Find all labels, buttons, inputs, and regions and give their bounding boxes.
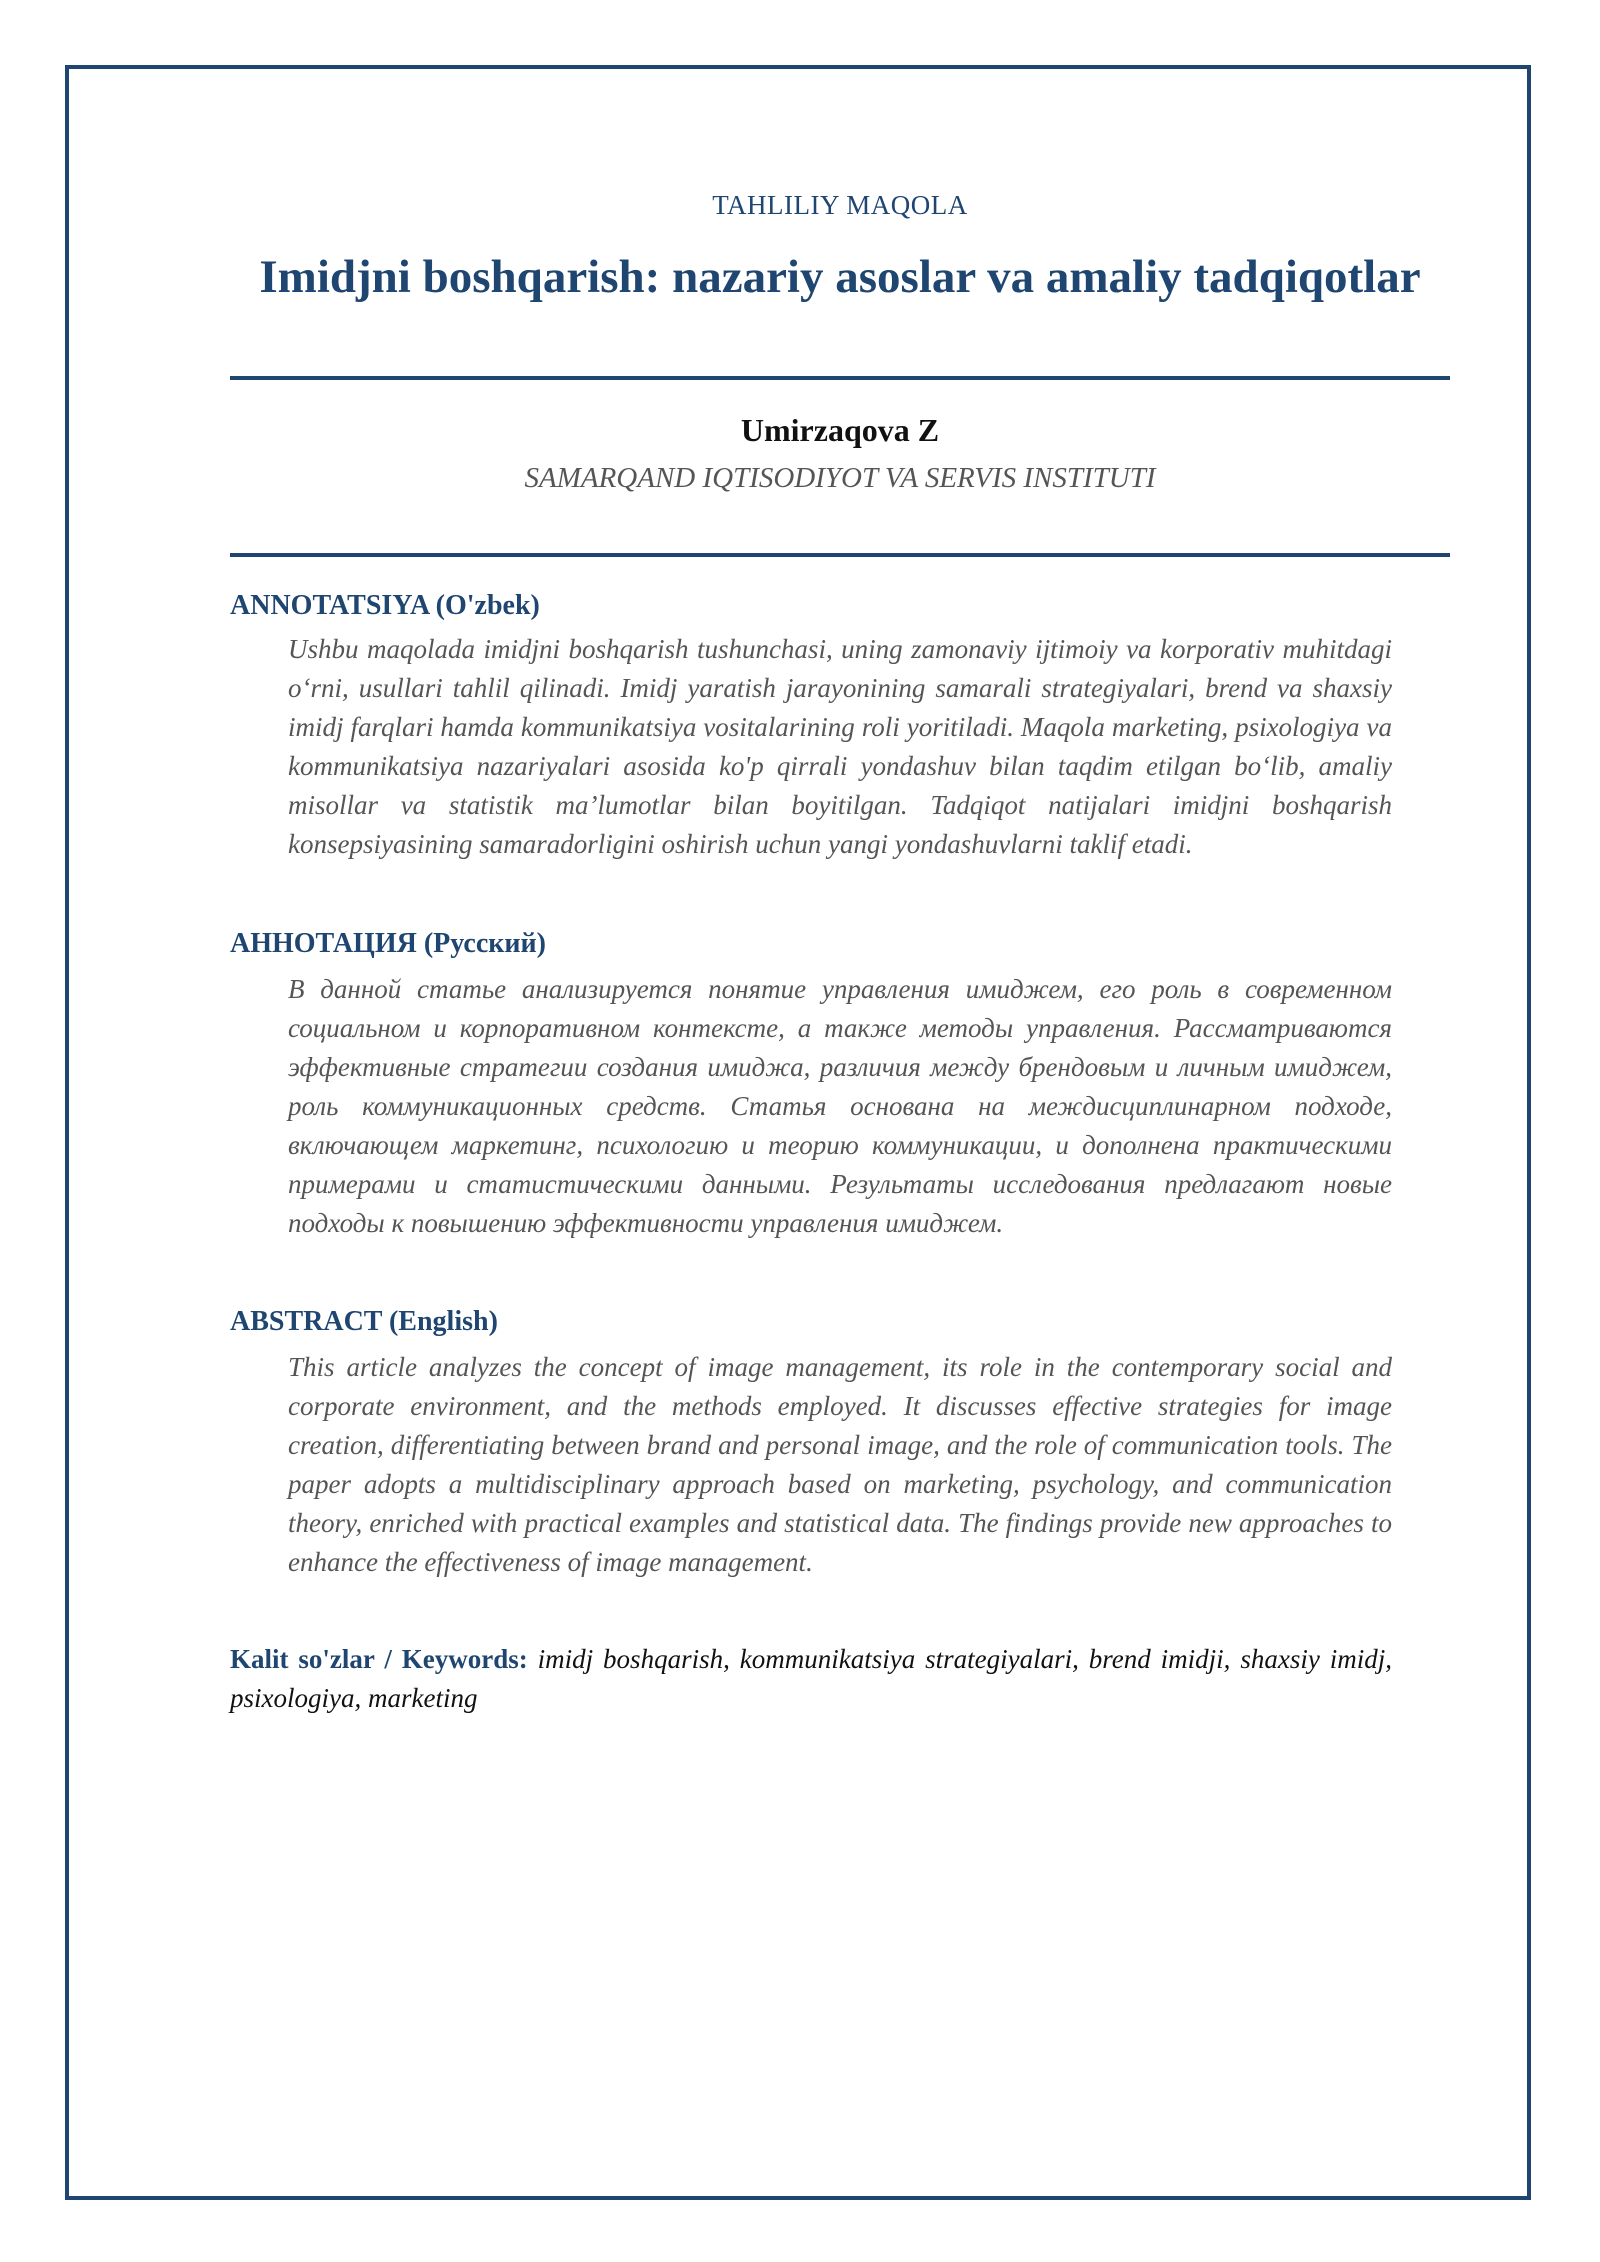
abstract-uzbek-text: Ushbu maqolada imidjni boshqarish tushunchasi, uning zamonaviy ijtimoiy va korporativ muhitdagi o‘rni, usullari tahlil qilinadi. Imidj yaratish jarayonining samarali strategiyalari, brend va shaxsiy imidj farqlari hamda kommunikatsiya vositalarining roli yoritiladi. Maqola marketing, psixologiya va kommunikatsiya nazariyalari asosida ko'p qirrali yondashuv bilan taqdim etilgan bo‘lib, amaliy misollar va statistik ma’lumotlar bilan boyitilgan. Tadqiqot natijalari imidjni boshqarish konsepsiyasining samaradorligini oshirish uchun yangi yondashuvlarni taklif etadi. [288, 634, 1392, 859]
keywords [230, 1640, 1392, 1718]
abstract-english-text: This article analyzes the concept of image management, its role in the contemporary social and corporate environment, and the methods employed. It discusses effective strategies for image creation, differentiating between brand and personal image, and the role of communication tools. The paper adopts a multidisciplinary approach based on marketing, psychology, and communication theory, enriched with practical examples and statistical data. The findings provide new approaches to enhance the effectiveness of image management. [288, 1352, 1392, 1577]
abstract-english-heading: ABSTRACT (English) [230, 1306, 498, 1337]
divider-top [230, 376, 1450, 380]
abstract-uzbek-heading: ANNOTATSIYA (O'zbek) [230, 590, 540, 621]
abstract-russian-heading: АННОТАЦИЯ (Русский) [230, 928, 546, 959]
author-affiliation: SAMARQAND IQTISODIYOT VA SERVIS INSTITUTI [524, 462, 1156, 494]
article-type-label: TAHLILIY MAQOLA [712, 190, 968, 220]
keywords-label: Kalit so'zlar / Keywords: [230, 1644, 528, 1674]
article-title: Imidjni boshqarish: nazariy asoslar va amaliy tadqiqotlar [259, 251, 1421, 303]
keywords-values: imidj boshqarish, kommunikatsiya strategiyalari, brend imidji, shaxsiy imidj, psixologiya, marketing [230, 1644, 1392, 1713]
divider-bottom [230, 553, 1450, 557]
abstract-russian-text: В данной статье анализируется понятие управления имиджем, его роль в современном социальном и корпоративном контексте, а также методы управления. Рассматриваются эффективные стратегии создания имиджа, различия между брендовым и личным имиджем, роль коммуникационных средств. Статья основана на междисциплинарном подходе, включающем маркетинг, психологию и теорию коммуникации, и дополнена практическими примерами и статистическими данными. Результаты исследования предлагают новые подходы к повышению эффективности управления имиджем. [288, 974, 1392, 1238]
author-name: Umirzaqova Z [740, 412, 940, 448]
